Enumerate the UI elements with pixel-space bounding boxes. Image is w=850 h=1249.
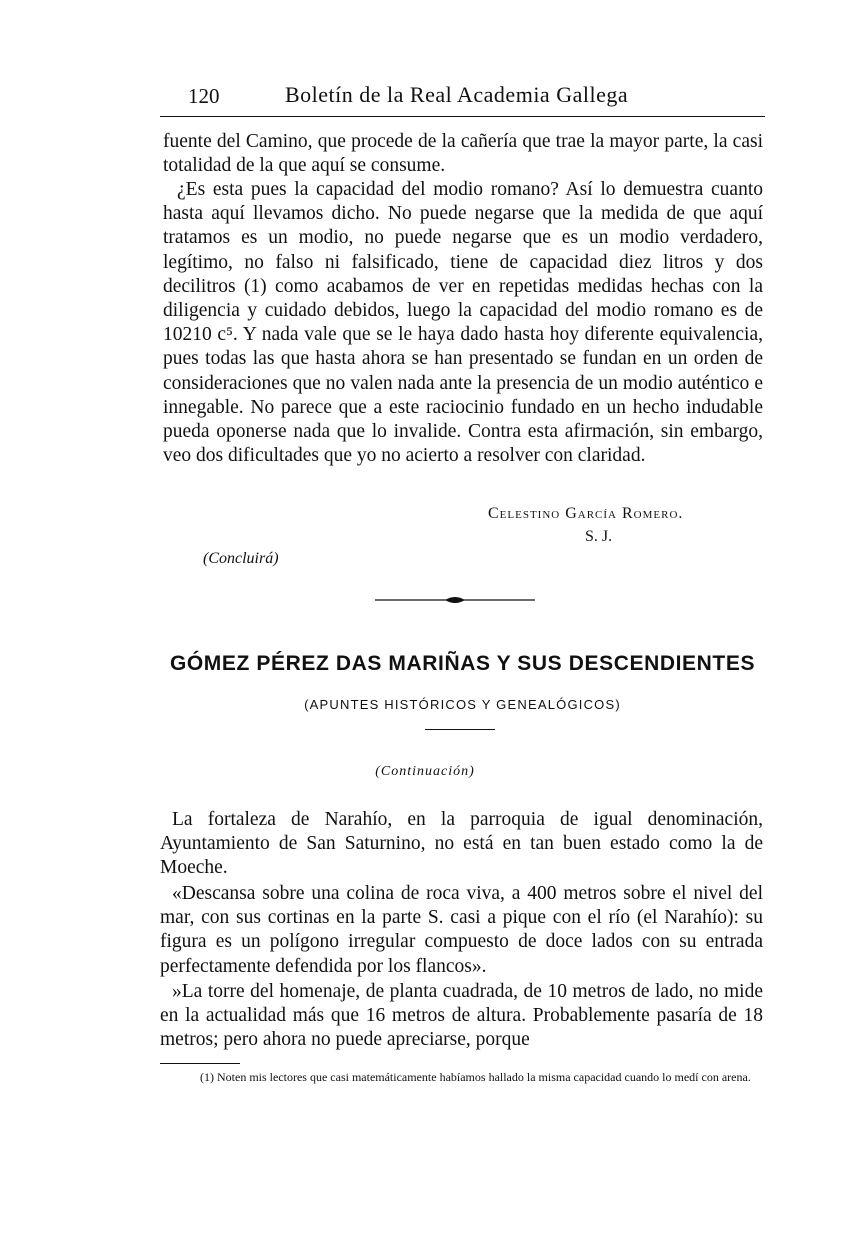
title-rule: [425, 729, 495, 730]
running-header: [160, 80, 765, 117]
article-paragraph-1: La fortaleza de Narahío, en la parroquia de igual denominación, Ayuntamiento de San Saturnino, no está en tan buen estado como la de Moeche.: [160, 809, 763, 879]
page-number: 120: [188, 84, 220, 108]
article-paragraph-2: «Descansa sobre una colina de roca viva, a 400 metros sobre el nivel del mar, con sus cortinas en la parte S. casi a pique con el río (el Narahío): su figura es un polígono irregular compuesto de doce lados con su entrada perfectamente defendida por los flancos».: [160, 883, 763, 977]
author-signature-suffix: S. J.: [585, 528, 613, 545]
footnote: (1) Noten mis lectores que casi matemáticamente habíamos hallado la misma capacidad cuando lo medí con arena.: [200, 1070, 751, 1084]
to-be-continued-note: (Concluirá): [203, 550, 279, 567]
journal-title: Boletín de la Real Academia Gallega: [285, 82, 629, 107]
previous-article-paragraph-1: fuente del Camino, que procede de la cañería que trae la mayor parte, la casi totalidad de la que aquí se consume.: [163, 131, 763, 177]
article-title: GÓMEZ PÉREZ DAS MARIÑAS Y SUS DESCENDIENTES: [169, 652, 756, 675]
previous-article-paragraph-2: ¿Es esta pues la capacidad del modio romano? Así lo demuestra cuanto hasta aquí llevamos dicho. No puede negarse que la medida de que aquí tratamos es un modio, no puede negarse que es un modio verdadero, legítimo, no falso ni falsificado, tiene de capacidad diez litros y dos decilitros (1) como acabamos de ver en repetidas medidas hechas con la diligencia y cuidado debidos, luego la capacidad del modio romano es de 10210 c⁵. Y nada vale que se le haya dado hasta hoy diferente equivalencia, pues todas las que hasta ahora se han presentado se fundan en un orden de consideraciones que no valen nada ante la presencia de un modio auténtico e innegable. No parece que a este raciocinio fundado en un hecho indudable pueda oponerse nada que lo invalide. Contra esta afirmación, sin embargo, veo dos dificultades que yo no acierto a resolver con claridad.: [163, 179, 763, 467]
section-divider-ornament: [375, 593, 535, 607]
continuation-label: (Continuación): [375, 764, 475, 779]
article-paragraph-3: »La torre del homenaje, de planta cuadrada, de 10 metros de lado, no mide en la actualidad más que 16 metros de altura. Probablemente pasaría de 18 metros; pero ahora no puede apreciarse, porque: [160, 981, 763, 1051]
article-subtitle: (APUNTES HISTÓRICOS Y GENEALÓGICOS): [304, 697, 621, 712]
author-signature: Celestino García Romero.: [488, 505, 684, 522]
footnote-rule: [160, 1063, 240, 1064]
